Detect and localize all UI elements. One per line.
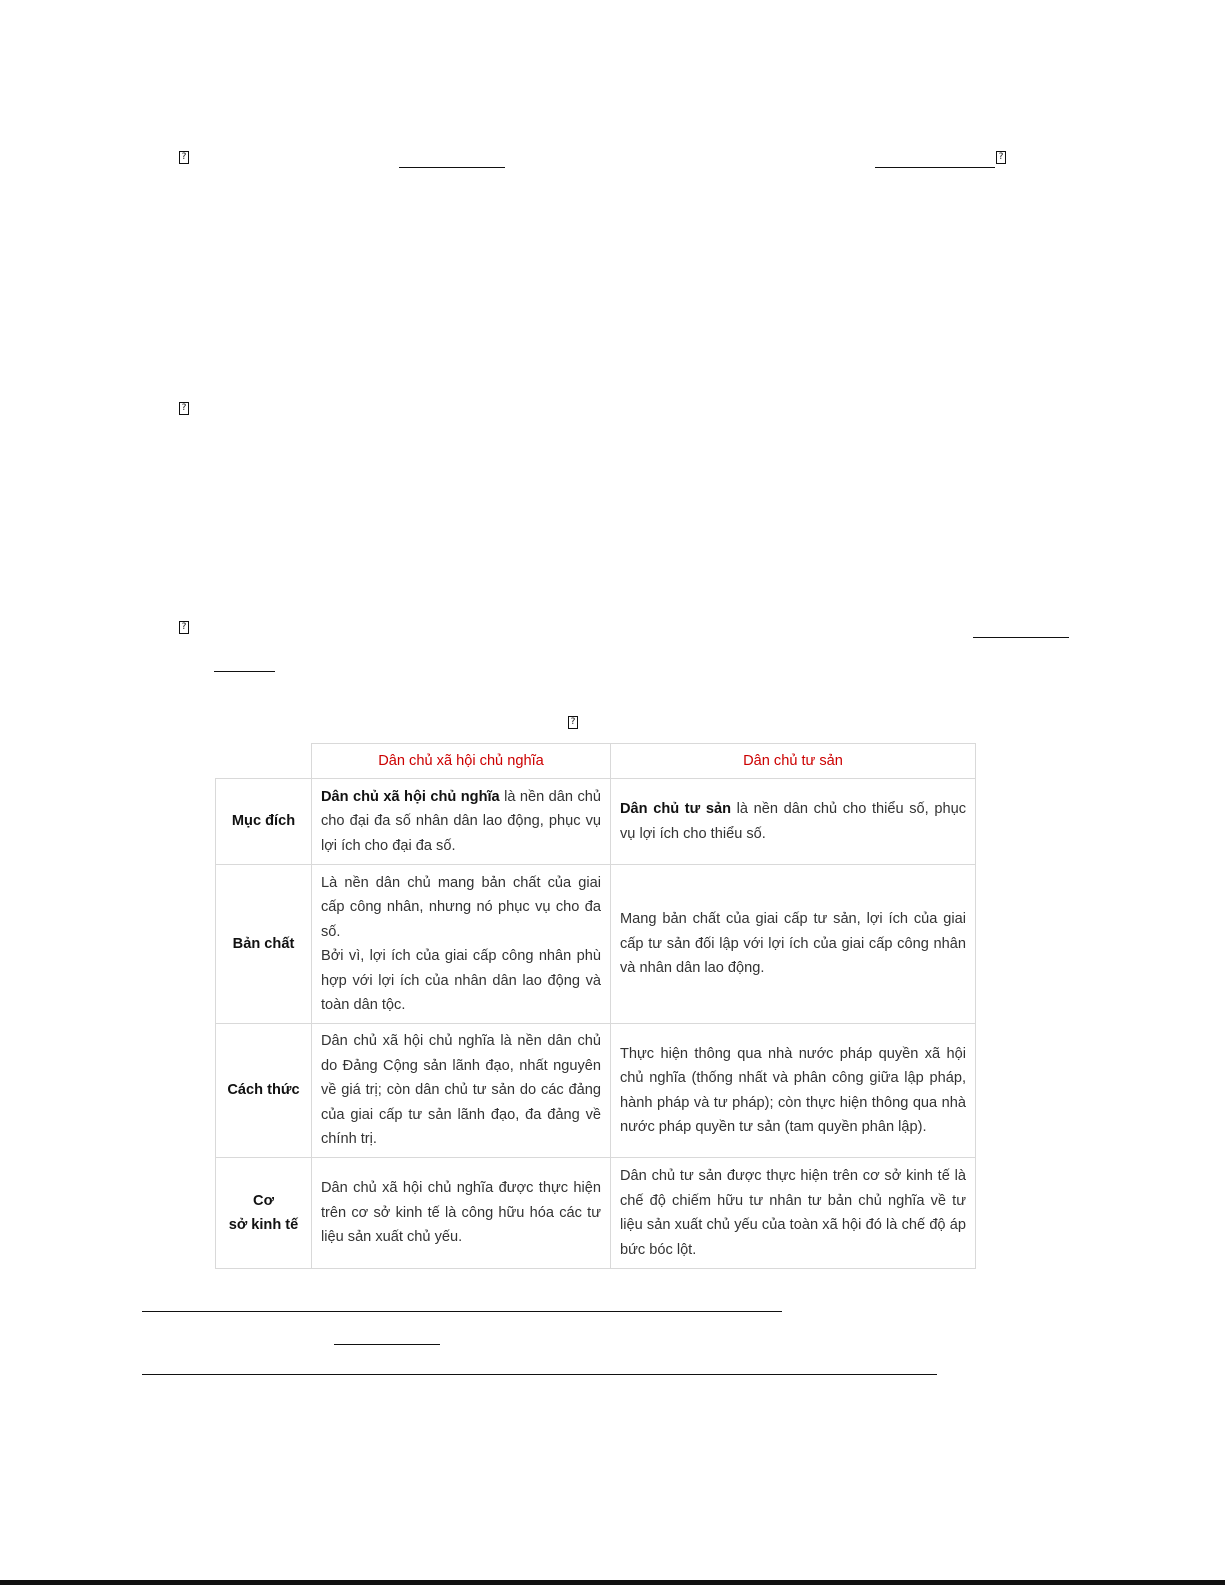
bold-term: Dân chủ xã hội chủ nghĩa xyxy=(321,788,500,805)
cell-text: là nền dân chủ cho đại đa số nhân dân lao động, phục vụ lợi ích cho đại đa số. xyxy=(321,788,601,854)
table-row xyxy=(216,1158,976,1269)
underline-rule xyxy=(973,637,1069,638)
bourgeois-cell: Thực hiện thông qua nhà nước pháp quyền xã hội chủ nghĩa (thống nhất và phân công giữa lập pháp, hành pháp và tư pháp); còn thực hiện thông qua nhà nước pháp quyền tư sản (tam quyền phân lập). xyxy=(611,1024,976,1158)
bourgeois-cell: Mang bản chất của giai cấp tư sản, lợi ích của giai cấp tư sản đối lập với lợi ích của giai cấp công nhân và nhân dân lao động. xyxy=(611,865,976,1024)
table-corner xyxy=(216,744,312,779)
bourgeois-cell: Dân chủ tư sản được thực hiện trên cơ sở kinh tế là chế độ chiếm hữu tư nhân tư bản chủ nghĩa về tư liệu sản xuất chủ yếu của toàn xã hội đó là chế độ áp bức bóc lột. xyxy=(611,1158,976,1269)
missing-glyph-icon: ? xyxy=(179,621,189,634)
row-label-line: Cơ xyxy=(253,1192,274,1209)
row-label: Mục đích xyxy=(216,779,312,865)
missing-glyph-icon: ? xyxy=(568,716,578,729)
underline-rule xyxy=(142,1311,782,1312)
socialist-cell: Dân chủ xã hội chủ nghĩa là nền dân chủ do Đảng Cộng sản lãnh đạo, nhất nguyên về giá trị; còn dân chủ tư sản do các đảng của giai cấp tư sản lãnh đạo, đa đảng về chính trị. xyxy=(312,1024,611,1158)
missing-glyph-icon: ? xyxy=(179,402,189,415)
bourgeois-cell xyxy=(611,779,976,865)
row-label-line: sở kinh tế xyxy=(228,1217,299,1233)
column-header-socialist: Dân chủ xã hội chủ nghĩa xyxy=(312,744,611,779)
underline-rule xyxy=(399,167,505,168)
column-header-bourgeois: Dân chủ tư sản xyxy=(611,744,976,779)
missing-glyph-icon: ? xyxy=(179,151,189,164)
row-label xyxy=(216,1158,312,1269)
table-row xyxy=(216,779,976,865)
socialist-cell xyxy=(312,865,611,1024)
table-row xyxy=(216,1024,976,1158)
page-bottom-edge xyxy=(0,1580,1225,1585)
cell-text: là nền dân chủ cho thiểu số, phục vụ lợi ích cho thiểu số. xyxy=(620,801,966,842)
table-row xyxy=(216,865,976,1024)
underline-rule xyxy=(334,1344,440,1345)
bold-term: Dân chủ tư sản xyxy=(620,801,732,817)
table-header-row xyxy=(216,744,976,779)
underline-rule xyxy=(875,167,995,168)
cell-paragraph: Là nền dân chủ mang bản chất của giai cấp công nhân, nhưng nó phục vụ cho đa số. xyxy=(321,874,601,940)
row-label: Bản chất xyxy=(216,865,312,1024)
missing-glyph-icon: ? xyxy=(996,151,1006,164)
underline-rule xyxy=(142,1374,937,1375)
underline-rule xyxy=(214,671,275,672)
socialist-cell: Dân chủ xã hội chủ nghĩa được thực hiện trên cơ sở kinh tế là công hữu hóa các tư liệu sản xuất chủ yếu. xyxy=(312,1158,611,1269)
cell-paragraph: Bởi vì, lợi ích của giai cấp công nhân phù hợp với lợi ích của nhân dân lao động và toàn dân tộc. xyxy=(321,948,601,1013)
row-label: Cách thức xyxy=(216,1024,312,1158)
socialist-cell xyxy=(312,779,611,865)
comparison-table xyxy=(215,743,975,1269)
